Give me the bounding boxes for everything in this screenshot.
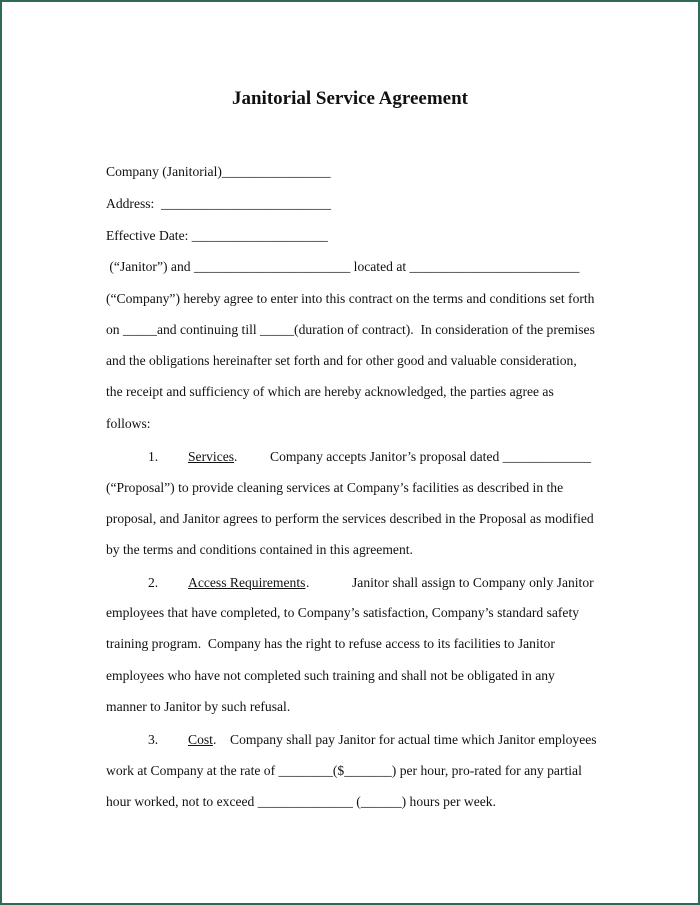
section-line: by the terms and conditions contained in this agreement. (106, 542, 413, 557)
section-heading-punct: . (306, 575, 310, 590)
intro-line: follows: (106, 416, 151, 431)
intro-line: and the obligations hereinafter set forth and for other good and valuable consideration, (106, 353, 577, 368)
effective-date-field-line: Effective Date: ____________________ (106, 228, 328, 243)
section-line: employees that have completed, to Company’s satisfaction, Company’s standard safety (106, 605, 580, 620)
section-line: hour worked, not to exceed ______________ (______) hours per week. (106, 794, 496, 809)
intro-line: the receipt and sufficiency of which are hereby acknowledged, the parties agree as (106, 384, 554, 399)
intro-line: (“Company”) hereby agree to enter into this contract on the terms and conditions set forth (106, 291, 595, 306)
company-field-line: Company (Janitorial)________________ (106, 164, 331, 179)
section-number: 3. (148, 732, 159, 747)
section-line: manner to Janitor by such refusal. (106, 699, 291, 714)
section-first-line: Company shall pay Janitor for actual time which Janitor employees (230, 732, 597, 747)
document-title: Janitorial Service Agreement (231, 88, 469, 109)
section-heading-punct: . (213, 732, 217, 747)
section-heading: Cost (188, 732, 213, 747)
address-field-line: Address: _________________________ (106, 196, 332, 211)
section-line: work at Company at the rate of ________($_______) per hour, pro-rated for any partial (106, 763, 582, 778)
section-line: (“Proposal”) to provide cleaning services at Company’s facilities as described in the (106, 480, 564, 495)
section-heading-punct: . (234, 449, 238, 464)
intro-line: on _____and continuing till _____(duration of contract). In consideration of the premises (106, 322, 595, 337)
section-line: employees who have not completed such training and shall not be obligated in any (106, 668, 555, 683)
section-line: training program. Company has the right to refuse access to its facilities to Janitor (106, 636, 555, 651)
section-heading: Services (188, 449, 235, 464)
section-heading: Access Requirements (188, 575, 306, 590)
section-number: 2. (148, 575, 159, 590)
section-first-line: Janitor shall assign to Company only Janitor (352, 575, 594, 590)
section-first-line: Company accepts Janitor’s proposal dated _____________ (270, 449, 592, 464)
section-number: 1. (148, 449, 159, 464)
section-line: proposal, and Janitor agrees to perform the services described in the Proposal as modified (106, 511, 594, 526)
intro-line: (“Janitor”) and _______________________ located at _________________________ (106, 259, 580, 274)
